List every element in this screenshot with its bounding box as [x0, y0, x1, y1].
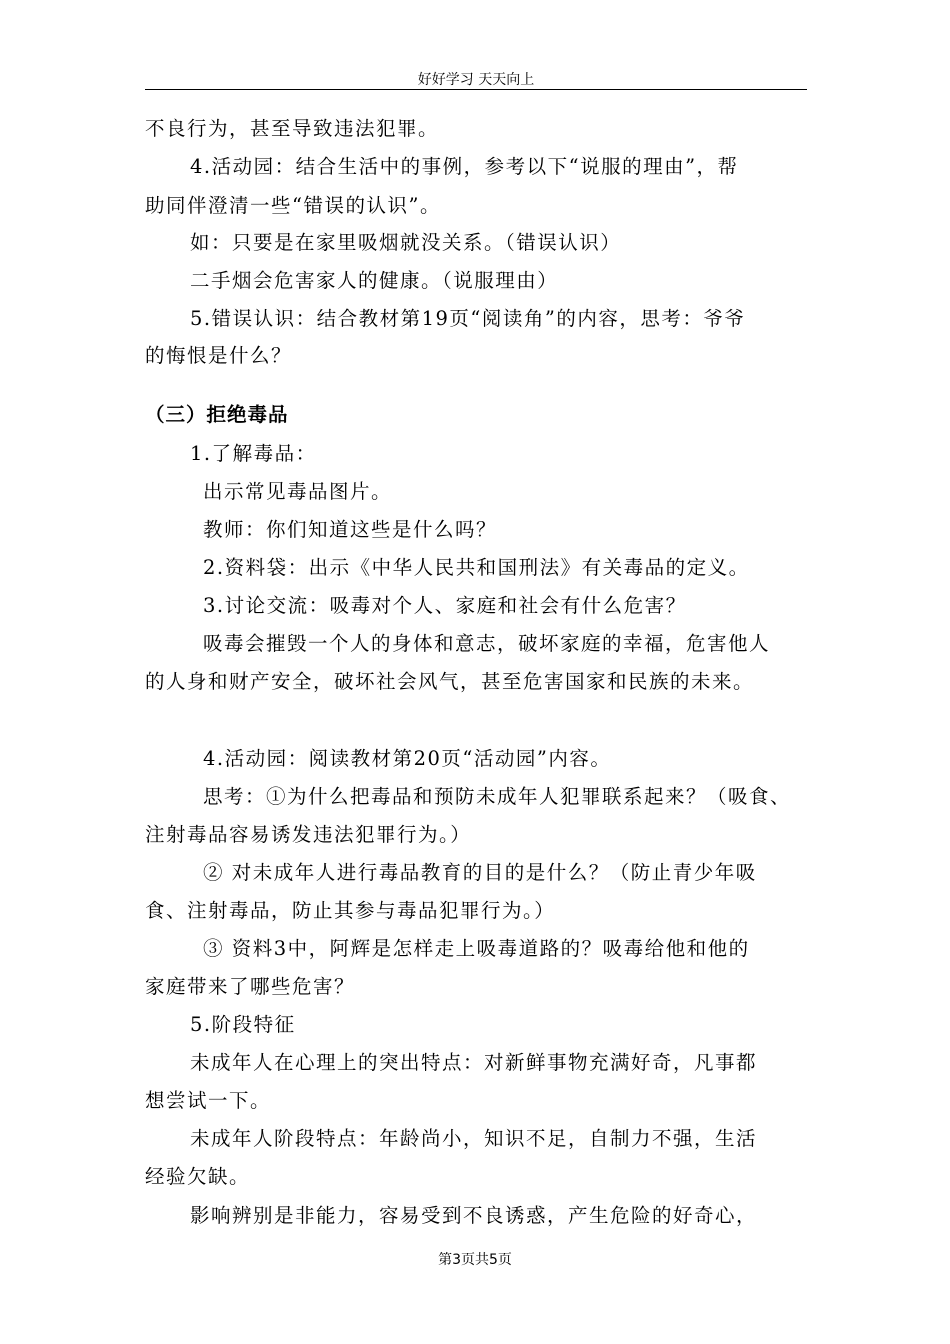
text-line: 5.阶段特征 — [190, 1013, 296, 1036]
text-line: 想尝试一下。 — [145, 1089, 272, 1112]
text-line: 教师：你们知道这些是什么吗？ — [203, 518, 498, 541]
text-line: 如：只要是在家里吸烟就没关系。（错误认识） — [190, 231, 622, 254]
text-line: 的悔恨是什么？ — [145, 344, 293, 367]
text-line: ② 对未成年人进行毒品教育的目的是什么？（防止青少年吸 — [203, 861, 757, 884]
text-line: 食、注射毒品，防止其参与毒品犯罪行为。） — [145, 899, 556, 922]
text-line: 影响辨别是非能力，容易受到不良诱惑，产生危险的好奇心， — [190, 1204, 758, 1227]
text-line: 未成年人在心理上的突出特点：对新鲜事物充满好奇，凡事都 — [190, 1051, 758, 1074]
section-heading: （三）拒绝毒品 — [145, 403, 289, 426]
text-line: 3.讨论交流：吸毒对个人、家庭和社会有什么危害？ — [203, 594, 687, 617]
text-line: 出示常见毒品图片。 — [203, 480, 393, 503]
page-header: 好好学习 天天向上 — [417, 72, 535, 88]
text-line: 注射毒品容易诱发违法犯罪行为。） — [145, 823, 472, 846]
text-line: 思考：①为什么把毒品和预防未成年人犯罪联系起来？（吸食、 — [203, 785, 792, 808]
text-line: ③ 资料3中，阿辉是怎样走上吸毒道路的？吸毒给他和他的 — [203, 937, 750, 960]
text-line: 1.了解毒品： — [190, 442, 317, 465]
text-line: 不良行为，甚至导致违法犯罪。 — [145, 117, 440, 140]
text-line: 2.资料袋：出示《中华人民共和国刑法》有关毒品的定义。 — [203, 556, 750, 579]
text-line: 的人身和财产安全，破坏社会风气，甚至危害国家和民族的未来。 — [145, 670, 755, 693]
text-line: 助同伴澄清一些“错误的认识”。 — [145, 194, 441, 217]
header-rule — [145, 89, 807, 90]
text-line: 5.错误认识：结合教材第19页“阅读角”的内容，思考：爷爷 — [190, 307, 746, 330]
text-line: 经验欠缺。 — [145, 1165, 251, 1188]
page-footer: 第3页共5页 — [438, 1252, 512, 1268]
text-line: 二手烟会危害家人的健康。（说服理由） — [190, 269, 559, 292]
text-line: 家庭带来了哪些危害？ — [145, 975, 356, 998]
text-line: 未成年人阶段特点：年龄尚小，知识不足，自制力不强，生活 — [190, 1127, 758, 1150]
text-line: 4.活动园：结合生活中的事例，参考以下“说服的理由”，帮 — [190, 155, 739, 178]
text-line: 4.活动园：阅读教材第20页“活动园”内容。 — [203, 747, 612, 770]
text-line: 吸毒会摧毁一个人的身体和意志，破坏家庭的幸福，危害他人 — [203, 632, 771, 655]
